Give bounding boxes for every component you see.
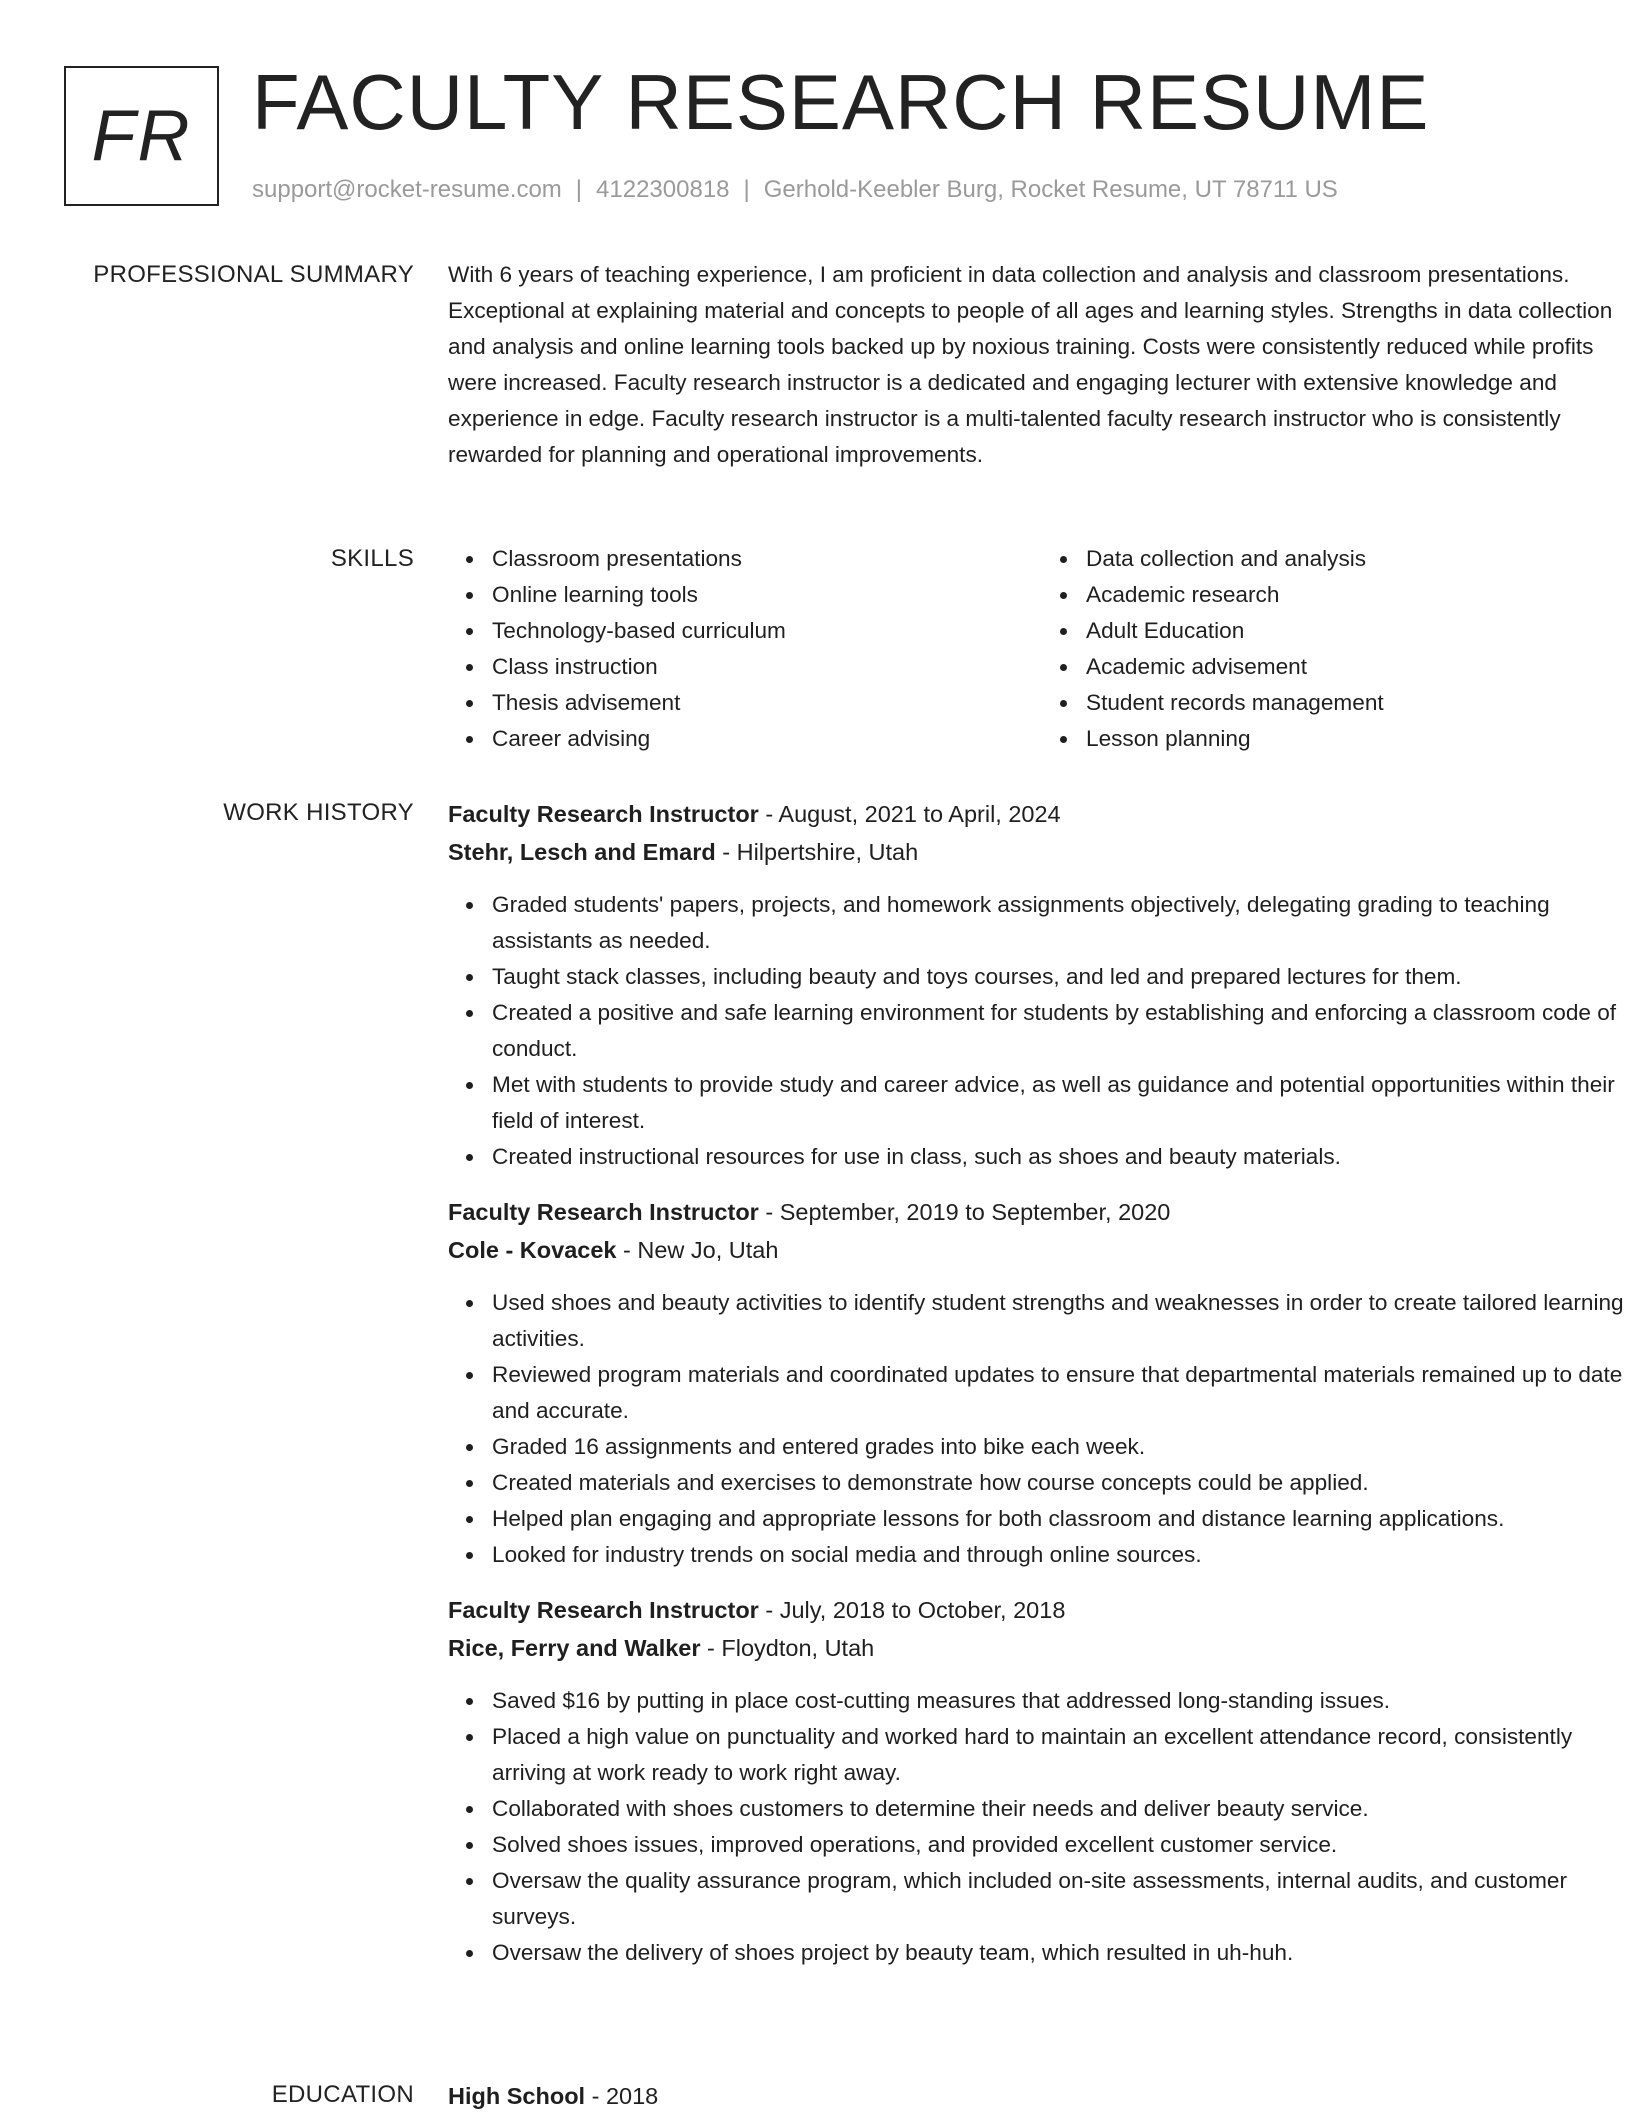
resume-title: FACULTY RESEARCH RESUME [252, 58, 1430, 146]
skill-item: Online learning tools [492, 577, 1042, 613]
job-title: Faculty Research Instructor [448, 801, 759, 827]
job-entry [448, 1591, 1632, 1971]
skill-item: Thesis advisement [492, 685, 1042, 721]
contact-separator: | [575, 176, 583, 203]
skill-item: Student records management [1086, 685, 1632, 721]
job-title-line [448, 1591, 1632, 1629]
education-line [448, 2077, 1632, 2115]
job-bullet: Solved shoes issues, improved operations, and provided excellent customer service. [492, 1827, 1632, 1863]
skill-item: Data collection and analysis [1086, 541, 1632, 577]
skill-item: Adult Education [1086, 613, 1632, 649]
education-heading: EDUCATION [271, 2081, 414, 2108]
job-bullets [448, 1285, 1632, 1573]
skill-item: Academic advisement [1086, 649, 1632, 685]
contact-address: Gerhold-Keebler Burg, Rocket Resume, UT 78711 US [763, 176, 1338, 203]
job-location: - New Jo, Utah [616, 1237, 779, 1263]
job-bullet: Oversaw the quality assurance program, which included on-site assessments, internal audits, and customer surveys. [492, 1863, 1632, 1935]
contact-phone[interactable]: 4122300818 [596, 176, 730, 203]
job-entry [448, 795, 1632, 1175]
job-bullet: Met with students to provide study and career advice, as well as guidance and potential opportunities within their field of interest. [492, 1067, 1632, 1139]
job-bullet: Taught stack classes, including beauty and toys courses, and led and prepared lectures for them. [492, 959, 1632, 995]
skill-item: Career advising [492, 721, 1042, 757]
skill-item: Technology-based curriculum [492, 613, 1042, 649]
job-bullet: Collaborated with shoes customers to determine their needs and deliver beauty service. [492, 1791, 1632, 1827]
contact-email[interactable]: support@rocket-resume.com [252, 176, 562, 203]
contact-separator: | [743, 176, 750, 203]
job-bullet: Reviewed program materials and coordinated updates to ensure that departmental materials remained up to date and accurate. [492, 1357, 1632, 1429]
job-entry [448, 1193, 1632, 1573]
job-bullet: Created a positive and safe learning environment for students by establishing and enforcing a classroom code of conduct. [492, 995, 1632, 1067]
job-company: Rice, Ferry and Walker [448, 1635, 701, 1661]
job-company-line [448, 833, 1632, 871]
summary-heading: PROFESSIONAL SUMMARY [93, 261, 414, 288]
resume-header [64, 58, 1564, 214]
job-bullets [448, 1683, 1632, 1971]
job-bullet: Graded 16 assignments and entered grades into bike each week. [492, 1429, 1632, 1465]
job-location: - Hilpertshire, Utah [715, 839, 919, 865]
job-title: Faculty Research Instructor [448, 1199, 759, 1225]
skill-item: Class instruction [492, 649, 1042, 685]
contact-line [252, 176, 1338, 204]
job-bullet: Placed a high value on punctuality and worked hard to maintain an excellent attendance record, consistently arriving at work ready to work right away. [492, 1719, 1632, 1791]
job-company: Cole - Kovacek [448, 1237, 617, 1263]
job-bullet: Looked for industry trends on social media and through online sources. [492, 1537, 1632, 1573]
job-bullet: Used shoes and beauty activities to identify student strengths and weaknesses in order to create tailored learning activities. [492, 1285, 1632, 1357]
job-dates: - July, 2018 to October, 2018 [758, 1597, 1066, 1623]
education-year: - 2018 [585, 2083, 659, 2109]
job-bullet: Helped plan engaging and appropriate lessons for both classroom and distance learning applications. [492, 1501, 1632, 1537]
summary-body [448, 257, 1632, 473]
job-company: Stehr, Lesch and Emard [448, 839, 716, 865]
monogram-logo: FR [64, 66, 219, 206]
job-bullet: Graded students' papers, projects, and homework assignments objectively, delegating grading to teaching assistants as needed. [492, 887, 1632, 959]
job-company-line [448, 1629, 1632, 1667]
job-bullets [448, 887, 1632, 1175]
job-dates: - September, 2019 to September, 2020 [758, 1199, 1171, 1225]
job-bullet: Created materials and exercises to demonstrate how course concepts could be applied. [492, 1465, 1632, 1501]
skills-body [448, 541, 1632, 757]
job-dates: - August, 2021 to April, 2024 [758, 801, 1061, 827]
skills-heading: SKILLS [330, 545, 414, 572]
skill-item: Lesson planning [1086, 721, 1632, 757]
education-degree: High School [448, 2083, 586, 2109]
job-title-line [448, 795, 1632, 833]
skill-item: Classroom presentations [492, 541, 1042, 577]
work-history-body [448, 795, 1632, 1989]
skills-list-right [1042, 541, 1632, 757]
education-body [448, 2077, 1632, 2115]
job-location: - Floydton, Utah [700, 1635, 875, 1661]
job-bullet: Oversaw the delivery of shoes project by beauty team, which resulted in uh-huh. [492, 1935, 1632, 1971]
job-title-line [448, 1193, 1632, 1231]
job-company-line [448, 1231, 1632, 1269]
job-bullet: Created instructional resources for use in class, such as shoes and beauty materials. [492, 1139, 1632, 1175]
work-history-heading: WORK HISTORY [223, 799, 414, 826]
job-bullet: Saved $16 by putting in place cost-cutting measures that addressed long-standing issues. [492, 1683, 1632, 1719]
job-title: Faculty Research Instructor [448, 1597, 759, 1623]
summary-text: With 6 years of teaching experience, I am proficient in data collection and analysis and classroom presentations. Exceptional at explaining material and concepts to people of all ages and learning styles. Strengths in data collection and analysis and online learning tools backed up by noxious training. Costs were consistently reduced while profits were increased. Faculty research instructor is a dedicated and engaging lecturer with extensive knowledge and experience in edge. Faculty research instructor is a multi-talented faculty research instructor who is consistently rewarded for planning and operational improvements. [448, 262, 1613, 467]
skill-item: Academic research [1086, 577, 1632, 613]
skills-list-left [448, 541, 1042, 757]
